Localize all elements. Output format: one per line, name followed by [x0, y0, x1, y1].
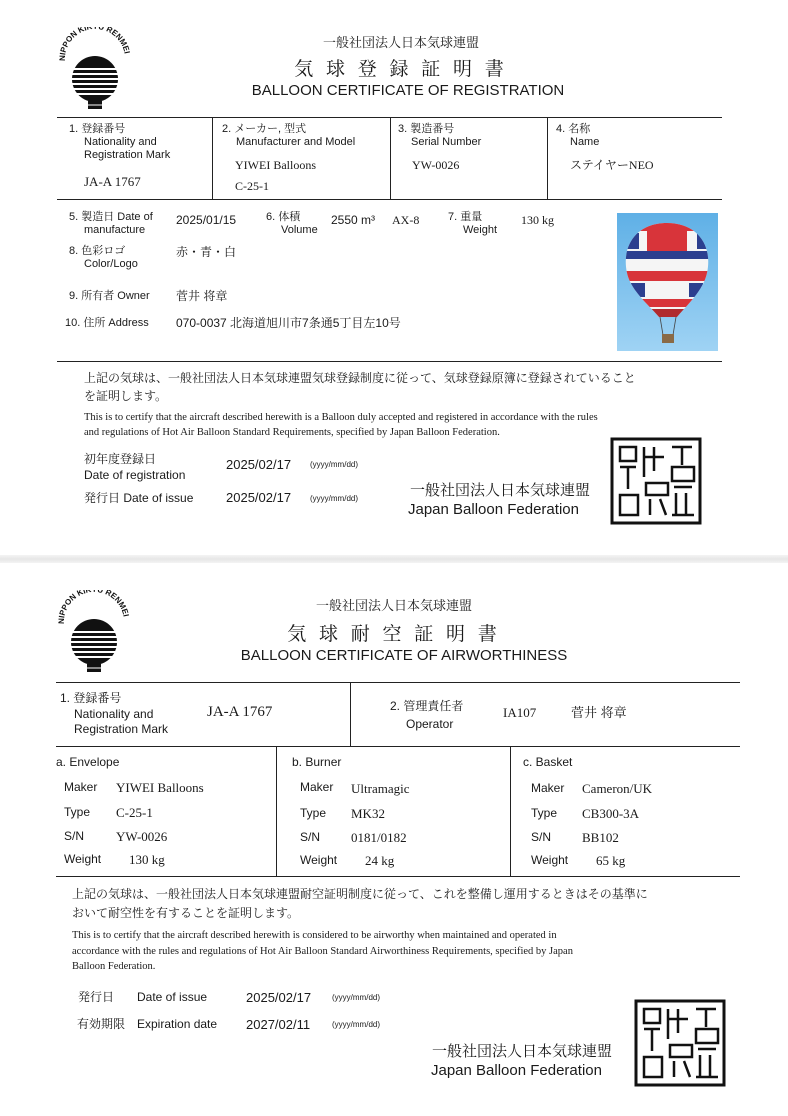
reg-mark-label-en2: Registration Mark — [84, 149, 171, 161]
certify-en-line2: accordance with the rules and regulations of Hot Air Balloon Standard Airworthiness Requirements, specified by Japan — [72, 946, 573, 957]
svg-text:NIPPON KIKYU RENMEI: NIPPON KI U RENMEI — [57, 27, 132, 62]
operator-code: IA107 — [503, 705, 537, 720]
operator-name: 菅井 将章 — [571, 705, 627, 720]
issue-date-label: 発行日 Date of issue — [84, 491, 194, 505]
official-seal-icon — [634, 999, 726, 1087]
basket-type: CB300-3A — [582, 806, 640, 821]
reg-mark-label-jp: 1. 登録番号 — [69, 123, 126, 135]
basket-weight-label: Weight — [531, 853, 569, 867]
reg-mark-value: JA-A 1767 — [207, 704, 273, 720]
burner-header: b. Burner — [292, 755, 342, 769]
issue-date-format: (yyyy/mm/dd) — [332, 993, 380, 1002]
title-en: BALLOON CERTIFICATE OF REGISTRATION — [251, 82, 565, 99]
model-value: C-25-1 — [235, 179, 269, 193]
basket-maker-label: Maker — [531, 781, 565, 795]
reg-mark-label-en1: Nationality and — [74, 707, 154, 721]
balloon-photo — [617, 213, 718, 351]
issue-date-format: (yyyy/mm/dd) — [310, 494, 358, 503]
certify-jp-line1: 上記の気球は、一般社団法人日本気球連盟気球登録制度に従って、気球登録原簿に登録されていること — [84, 371, 636, 385]
serial-value: YW-0026 — [412, 158, 460, 172]
envelope-weight-label: Weight — [64, 852, 102, 866]
burner-sn: 0181/0182 — [351, 830, 407, 845]
operator-label-jp: 2. 管理責任者 — [390, 699, 464, 713]
envelope-header: a. Envelope — [56, 755, 120, 769]
envelope-maker-label: Maker — [64, 780, 98, 794]
reg-mark-label-jp: 1. 登録番号 — [60, 691, 122, 705]
weight-label-en: Weight — [463, 224, 498, 236]
operator-label-en: Operator — [406, 717, 454, 731]
basket-sn-label: S/N — [531, 830, 552, 844]
federation-name-jp: 一般社団法人日本気球連盟 — [432, 1043, 613, 1060]
basket-header: c. Basket — [523, 755, 573, 769]
volume-value: 2550 m³ — [331, 213, 376, 227]
burner-weight: 24 kg — [365, 853, 395, 868]
certify-en-line1: This is to certify that the aircraft described herewith is considered to be airworthy when maintained and operated in — [72, 930, 557, 941]
owner-label: 9. 所有者 Owner — [69, 290, 150, 302]
volume-label-en: Volume — [281, 224, 318, 236]
envelope-maker: YIWEI Balloons — [116, 780, 204, 795]
title-en: BALLOON CERTIFICATE OF AIRWORTHINESS — [240, 647, 568, 664]
title-jp: 気 球 耐 空 証 明 書 — [287, 624, 501, 645]
volume-class: AX-8 — [392, 213, 420, 227]
color-logo-value: 赤・青・白 — [176, 245, 237, 259]
manufacture-date-value: 2025/01/15 — [176, 213, 237, 227]
official-seal-icon — [610, 437, 702, 525]
burner-weight-label: Weight — [300, 853, 338, 867]
weight-value: 130 kg — [521, 213, 554, 227]
title-jp: 気 球 登 録 証 明 書 — [294, 59, 508, 80]
envelope-type-label: Type — [64, 805, 91, 819]
certify-jp-line1: 上記の気球は、一般社団法人日本気球連盟耐空証明制度に従って、これを整備し運用するときはその基準に — [72, 887, 648, 901]
basket-weight: 65 kg — [596, 853, 626, 868]
certify-en-line3: Balloon Federation. — [72, 961, 156, 972]
issue-date-label-en: Date of issue — [137, 990, 208, 1004]
issue-date-label-jp: 発行日 — [78, 990, 115, 1004]
expiration-format: (yyyy/mm/dd) — [332, 1020, 380, 1029]
certify-en-line1: This is to certify that the aircraft described herewith is a Balloon duly accepted and registered in accordance with the rules — [84, 412, 598, 423]
burner-maker: Ultramagic — [351, 781, 410, 796]
expiration-value: 2027/02/11 — [246, 1017, 311, 1032]
envelope-type: C-25-1 — [116, 805, 153, 820]
issue-date-value: 2025/02/17 — [226, 490, 292, 505]
federation-name-en: Japan Balloon Federation — [431, 1062, 602, 1079]
burner-type: MK32 — [351, 806, 385, 821]
reg-mark-label-en1: Nationality and — [84, 136, 157, 148]
certify-jp-line2: を証明します。 — [84, 389, 168, 403]
manufacturer-label-jp: 2. メーカー, 型式 — [222, 123, 307, 135]
address-label: 10. 住所 Address — [65, 317, 149, 329]
color-logo-label-jp: 8. 色彩ロゴ — [69, 245, 126, 257]
burner-type-label: Type — [300, 806, 327, 820]
envelope-weight: 130 kg — [129, 852, 165, 867]
basket-maker: Cameron/UK — [582, 781, 653, 796]
volume-label-jp: 6. 体積 — [266, 211, 301, 223]
name-label-jp: 4. 名称 — [556, 123, 591, 135]
manufacturer-label-en: Manufacturer and Model — [236, 136, 356, 148]
first-registration-format: (yyyy/mm/dd) — [310, 460, 358, 469]
first-registration-label-jp: 初年度登録日 — [84, 452, 157, 466]
certify-en-line2: and regulations of Hot Air Balloon Standard Requirements, specified by Japan Balloon Federation. — [84, 427, 500, 438]
burner-sn-label: S/N — [300, 830, 321, 844]
envelope-sn: YW-0026 — [116, 829, 168, 844]
owner-value: 菅井 将章 — [176, 289, 228, 303]
reg-mark-value: JA-A 1767 — [84, 174, 141, 189]
expiration-label-jp: 有効期限 — [77, 1017, 126, 1031]
color-logo-label-en: Color/Logo — [84, 258, 138, 270]
basket-type-label: Type — [531, 806, 558, 820]
burner-maker-label: Maker — [300, 780, 334, 794]
manufacturer-value: YIWEI Balloons — [235, 158, 316, 172]
manufacture-date-label: 5. 製造日 Date of — [69, 211, 153, 223]
name-label-en: Name — [570, 136, 600, 148]
name-value: ステイヤーNEO — [570, 158, 654, 172]
reg-mark-label-en2: Registration Mark — [74, 722, 169, 736]
page-divider — [0, 555, 788, 563]
serial-label-jp: 3. 製造番号 — [398, 123, 455, 135]
issue-date-value: 2025/02/17 — [246, 990, 312, 1005]
org-name-jp: 一般社団法人日本気球連盟 — [315, 598, 472, 613]
basket-sn: BB102 — [582, 830, 619, 845]
first-registration-label-en: Date of registration — [84, 468, 186, 482]
address-value: 070-0037 北海道旭川市7条通5丁目左10号 — [176, 316, 401, 330]
org-name-jp: 一般社団法人日本気球連盟 — [322, 35, 479, 50]
first-registration-value: 2025/02/17 — [226, 457, 292, 472]
federation-name-en: Japan Balloon Federation — [408, 501, 579, 518]
svg-text:NIPPON KIKYU RENMEI: NIPPON KI U RENMEI — [56, 590, 131, 625]
serial-label-en: Serial Number — [411, 136, 482, 148]
weight-label-jp: 7. 重量 — [448, 211, 483, 223]
federation-name-jp: 一般社団法人日本気球連盟 — [410, 482, 591, 499]
envelope-sn-label: S/N — [64, 829, 85, 843]
manufacture-date-label-2: manufacture — [84, 224, 146, 236]
expiration-label-en: Expiration date — [137, 1017, 218, 1031]
certify-jp-line2: おいて耐空性を有することを証明します。 — [72, 906, 300, 920]
